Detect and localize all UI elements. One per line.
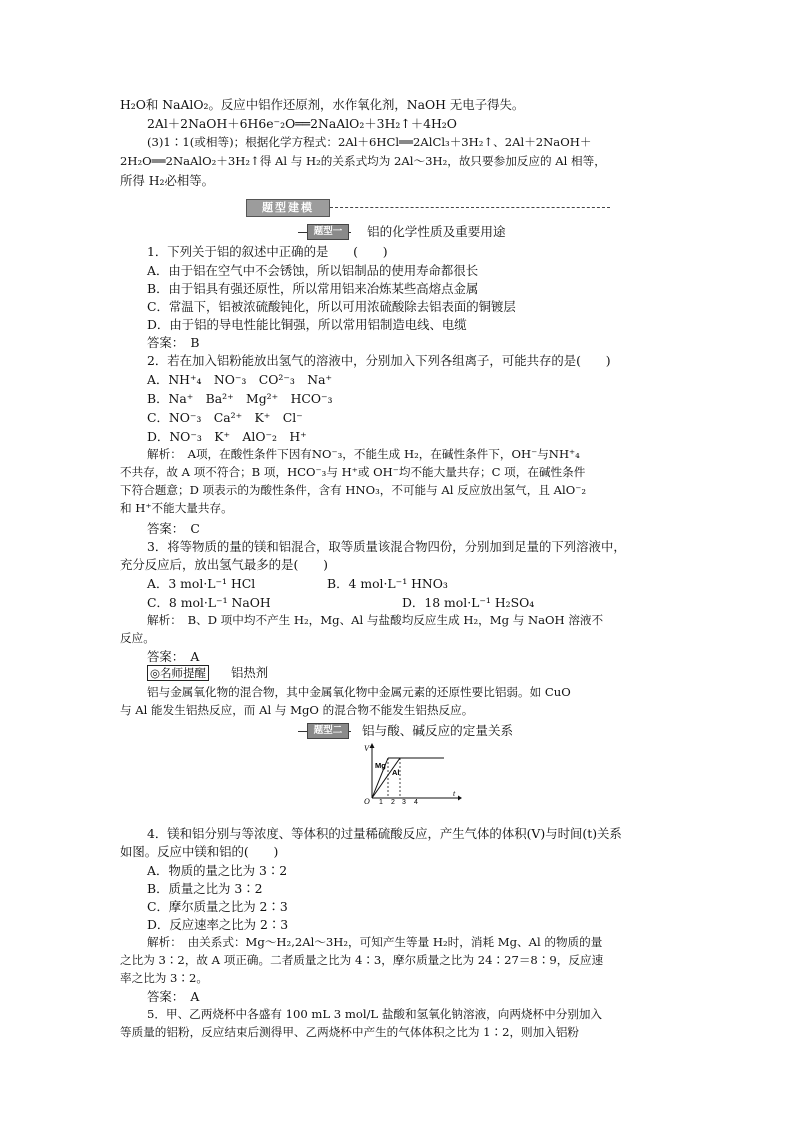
question-stem: 充分反应后，放出氢气最多的是( ) (120, 557, 328, 572)
explanation-line: 解析： A项，在酸性条件下因有NO⁻₃，不能生成 H₂，在碱性条件下，OH⁻与NH⁺₄ (147, 447, 580, 461)
banner-divider (330, 207, 610, 209)
volume-time-graph (362, 742, 462, 804)
section-title: 铝与酸、碱反应的定量关系 (362, 723, 514, 738)
tick-label: 4 (414, 799, 418, 804)
tip-title: 铝热剂 (231, 665, 269, 680)
tip-paragraph: 铝与金属氧化物的混合物，其中金属氧化物中金属元素的还原性要比铝弱。如 CuO (147, 685, 571, 699)
x-axis-label: t (453, 789, 456, 798)
section-title: 铝的化学性质及重要用途 (367, 224, 506, 239)
tip-paragraph: 与 Al 能发生铝热反应，而 Al 与 MgO 的混合物不能发生铝热反应。 (120, 703, 474, 717)
y-axis-arrow (370, 743, 375, 748)
teacher-tip-tag: ◎名师提醒 (147, 665, 209, 681)
option-d: D．NO⁻₃ K⁺ AlO⁻₂ H⁺ (147, 429, 307, 444)
x-axis-arrow (458, 796, 462, 801)
type-tag: 题型二 (307, 723, 349, 739)
option-d: D．由于铝的导电性能比铜强，所以常用铝制造电线、电缆 (147, 317, 467, 332)
option-b: B．质量之比为 3∶2 (147, 881, 263, 896)
explanation-line: 解析： 由关系式：Mg～H₂,2Al～3H₂，可知产生等量 H₂时，消耗 Mg、Al 的物质的量 (147, 935, 603, 949)
option-c: C．8 mol·L⁻¹ NaOH (147, 595, 271, 610)
tick-label: 1 (379, 799, 383, 804)
option-b: B．4 mol·L⁻¹ HNO₃ (327, 576, 448, 591)
explanation-line: 率之比为 3∶2。 (120, 971, 209, 985)
banner-label: 题型建模 (246, 199, 330, 217)
question-stem: 1．下列关于铝的叙述中正确的是 ( ) (147, 244, 388, 259)
origin-label: O (364, 797, 370, 804)
explanation-line: 所得 H₂必相等。 (120, 173, 215, 188)
option-b: B．Na⁺ Ba²⁺ Mg²⁺ HCO⁻₃ (147, 391, 333, 406)
question-stem: 4．镁和铝分别与等浓度、等体积的过量稀硫酸反应，产生气体的体积(V)与时间(t)关系 (147, 826, 622, 841)
option-b: B．由于铝具有强还原性，所以常用铝来冶炼某些高熔点金属 (147, 281, 479, 296)
option-c: C．常温下，铝被浓硫酸钝化，所以可用浓硫酸除去铝表面的铜镀层 (147, 299, 516, 314)
option-c: C．摩尔质量之比为 2∶3 (147, 899, 288, 914)
section-banner (246, 197, 610, 219)
explanation-line: 2H₂O══2NaAlO₂＋3H₂↑得 Al 与 H₂的关系式均为 2Al～3H₂，故只要参加反应的 Al 相等， (120, 154, 606, 168)
explanation-line: (3)1∶1(或相等)；根据化学方程式：2Al＋6HCl══2AlCl₃＋3H₂↑、2Al＋2NaOH＋ (147, 135, 592, 149)
tick-label: 3 (402, 799, 406, 804)
option-a: A．物质的量之比为 3∶2 (147, 863, 288, 878)
type-tag: 题型一 (307, 224, 349, 240)
answer: 答案： A (147, 649, 200, 664)
answer: 答案： C (147, 521, 200, 536)
explanation-line: 下符合题意；D 项表示的为酸性条件，含有 HNO₃，不可能与 Al 反应放出氢气，且 AlO⁻₂ (120, 483, 586, 497)
explanation-line: 不共存，故 A 项不符合；B 项，HCO⁻₃与 H⁺或 OH⁻均不能大量共存；C 项，在碱性条件 (120, 465, 586, 479)
explanation-line: 解析： B、D 项中均不产生 H₂，Mg、Al 与盐酸均反应生成 H₂，Mg 与 NaOH 溶液不 (147, 613, 604, 627)
question-stem: 2．若在加入铝粉能放出氢气的溶液中，分别加入下列各组离子，可能共存的是( ) (147, 353, 611, 368)
answer: 答案： A (147, 989, 200, 1004)
question-stem: 等质量的铝粉，反应结束后测得甲、乙两烧杯中产生的气体体积之比为 1∶2，则加入铝粉 (120, 1025, 580, 1039)
option-c: C．NO⁻₃ Ca²⁺ K⁺ Cl⁻ (147, 410, 303, 425)
equation-line: 2Al＋2NaOH＋6H6e⁻₂O══2NaAlO₂＋3H₂↑＋4H₂O (147, 116, 457, 131)
option-a: A．3 mol·L⁻¹ HCl (147, 576, 256, 591)
explanation-line: 反应。 (120, 631, 155, 645)
question-stem: 如图。反应中镁和铝的( ) (120, 844, 279, 859)
question-stem: 3．将等物质的量的镁和铝混合，取等质量该混合物四份，分别加到足量的下列溶液中， (147, 539, 626, 554)
tick-label: 2 (391, 799, 395, 804)
answer: 答案： B (147, 335, 200, 350)
option-a: A．NH⁺₄ NO⁻₃ CO²⁻₃ Na⁺ (147, 372, 333, 387)
mg-label: Mg (375, 761, 386, 770)
explanation-line: 之比为 3∶2，故 A 项正确。二者质量之比为 4∶3，摩尔质量之比为 24∶27＝8∶9，反应速 (120, 953, 604, 967)
explanation-line: H₂O和 NaAlO₂。反应中铝作还原剂，水作氧化剂，NaOH 无电子得失。 (120, 97, 525, 112)
explanation-line: 和 H⁺不能大量共存。 (120, 501, 233, 515)
option-d: D．反应速率之比为 2∶3 (147, 917, 289, 932)
al-label: Al (392, 768, 400, 777)
option-a: A．由于铝在空气中不会锈蚀，所以铝制品的使用寿命都很长 (147, 263, 479, 278)
option-d: D．18 mol·L⁻¹ H₂SO₄ (402, 595, 535, 610)
question-stem: 5．甲、乙两烧杯中各盛有 100 mL 3 mol/L 盐酸和氢氧化钠溶液，向两烧杯中分别加入 (147, 1007, 603, 1021)
y-axis-label: V (364, 744, 369, 753)
